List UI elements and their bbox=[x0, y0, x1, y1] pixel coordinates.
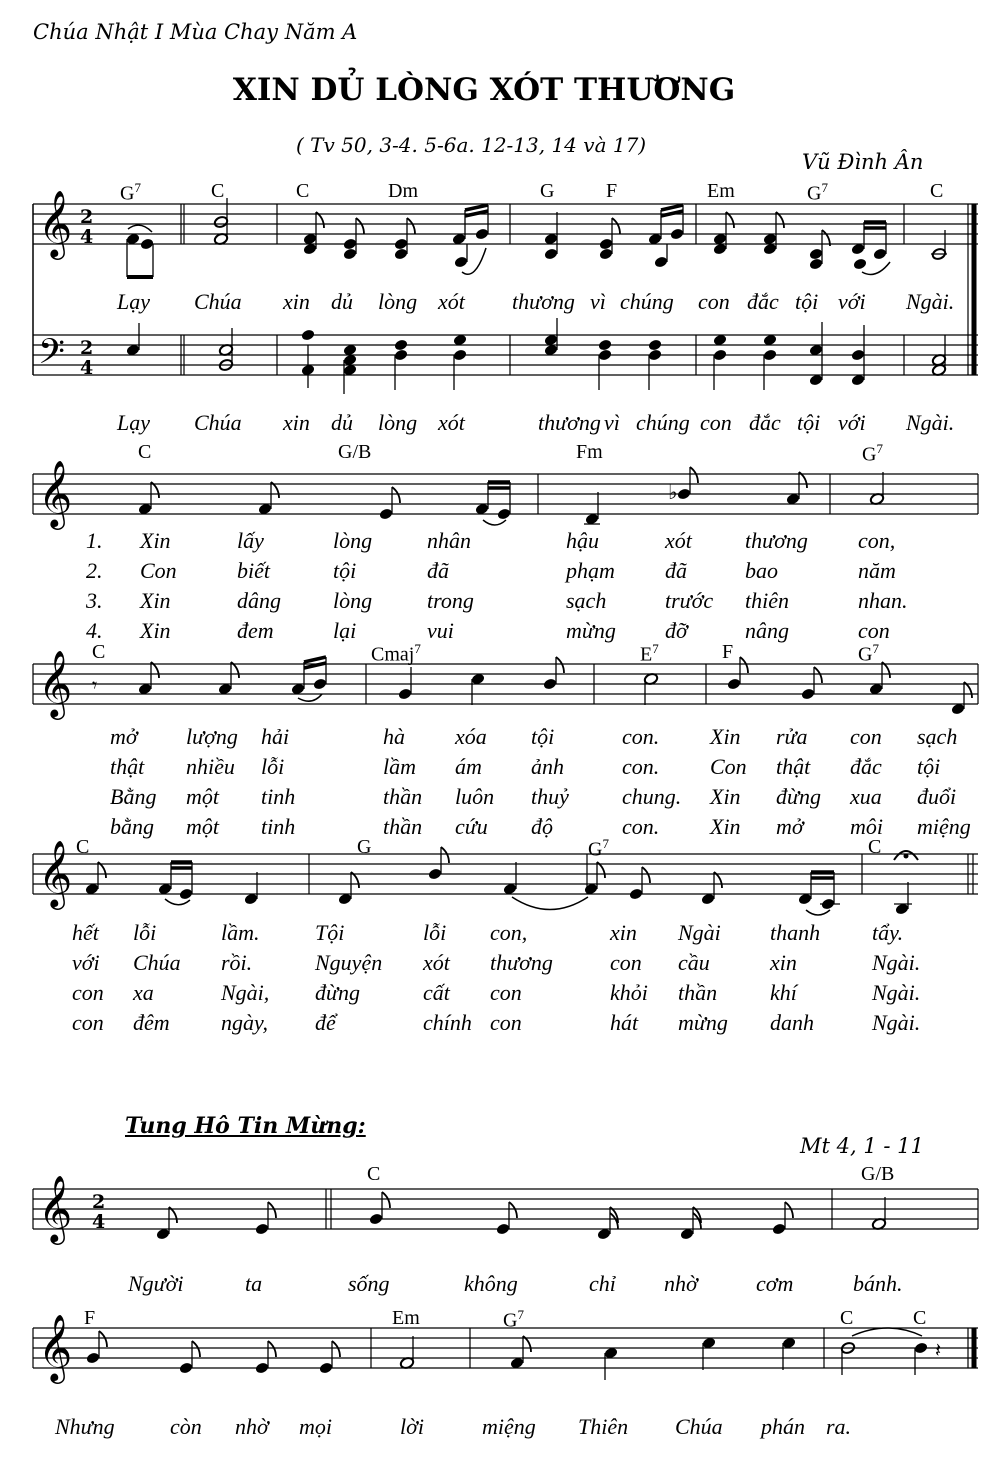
chord-symbol: Cmaj$^7$ bbox=[371, 641, 421, 666]
lyric: Ngài. bbox=[906, 410, 955, 435]
lyric: xin bbox=[770, 950, 797, 975]
lyric: cất bbox=[423, 980, 450, 1005]
lyric: con bbox=[698, 289, 730, 314]
chord-symbol: F bbox=[722, 641, 734, 663]
lyric: Ngài bbox=[678, 920, 721, 945]
chord-symbol: C bbox=[930, 180, 944, 202]
lyric: bánh. bbox=[853, 1271, 903, 1296]
lyric: xót bbox=[438, 289, 465, 314]
lyric: lòng bbox=[378, 289, 418, 314]
lyric: tội bbox=[797, 410, 821, 435]
lyric: cầu bbox=[678, 950, 710, 975]
lyric: Thiên bbox=[578, 1414, 629, 1439]
lyric: Chúa bbox=[675, 1414, 723, 1439]
lyric: rồi. bbox=[221, 950, 253, 975]
lyric: tinh bbox=[261, 814, 296, 839]
chord-symbol: $E^7$ bbox=[640, 641, 659, 666]
lyric: thương bbox=[745, 528, 808, 553]
chord-symbol: C bbox=[913, 1307, 927, 1329]
lyric: Chúa bbox=[133, 950, 181, 975]
lyric: xót bbox=[665, 528, 692, 553]
lyric: phạm bbox=[566, 558, 615, 583]
lyric: Lạy bbox=[117, 289, 150, 314]
svg-text:𝄞: 𝄞 bbox=[38, 1174, 73, 1242]
chord-symbol: $G^7$ bbox=[807, 180, 828, 205]
chord-symbol: $G^7$ bbox=[120, 180, 141, 205]
chord-symbol: $G^7$ bbox=[858, 641, 879, 666]
lyric: đêm bbox=[133, 1010, 170, 1035]
lyric: luôn bbox=[455, 784, 495, 809]
gospel-notes-2 bbox=[86, 1328, 942, 1380]
lyric: còn bbox=[170, 1414, 202, 1439]
lyric: xua bbox=[850, 784, 882, 809]
lyric: thương bbox=[490, 950, 553, 975]
lyric: sạch bbox=[917, 724, 958, 749]
lyric: thần bbox=[383, 814, 423, 839]
lyric: danh bbox=[770, 1010, 814, 1035]
chord-symbol: C bbox=[868, 836, 882, 858]
lyric: chỉ bbox=[589, 1271, 616, 1296]
lyric: chung. bbox=[622, 784, 682, 809]
lyric: hết bbox=[72, 920, 99, 945]
lyric: thuỷ bbox=[531, 784, 569, 809]
gospel-reference: Mt 4, 1 - 11 bbox=[800, 1134, 924, 1158]
lyric: con bbox=[72, 980, 104, 1005]
lyric: nhờ bbox=[235, 1414, 269, 1439]
treble-clef-icon: 𝄞 bbox=[38, 189, 73, 257]
svg-text:4: 4 bbox=[80, 357, 94, 379]
lyric: tẩy. bbox=[872, 920, 904, 945]
lyric: hát bbox=[610, 1010, 639, 1035]
lyric: với bbox=[72, 950, 100, 975]
lyric: ta bbox=[245, 1271, 263, 1296]
lyric: lòng bbox=[378, 410, 418, 435]
lyric: Tội bbox=[315, 920, 345, 945]
lyric: tội bbox=[333, 558, 357, 583]
refrain-treble-staff bbox=[33, 204, 978, 244]
gospel-staff-2 bbox=[33, 1328, 978, 1368]
lyric: 1. bbox=[86, 528, 103, 553]
svg-text:4: 4 bbox=[80, 226, 94, 248]
lyric: Con bbox=[140, 558, 177, 583]
bass-clef-icon: 𝄢 bbox=[38, 331, 66, 380]
lyric: lòng bbox=[333, 588, 373, 613]
lyric: con bbox=[858, 618, 890, 643]
chord-symbol: C bbox=[138, 441, 152, 463]
chord-symbol: C bbox=[211, 180, 225, 202]
svg-text:♭: ♭ bbox=[668, 480, 678, 504]
refrain-bass-notes bbox=[126, 318, 947, 394]
lyric: con bbox=[490, 980, 522, 1005]
lyric: lời bbox=[400, 1414, 424, 1439]
lyric: ra. bbox=[826, 1414, 852, 1439]
chord-symbol: G bbox=[540, 180, 555, 202]
lyric: Xin bbox=[710, 724, 741, 749]
verse-notes-1 bbox=[138, 467, 885, 526]
lyric: Ngài. bbox=[906, 289, 955, 314]
lyric: rửa bbox=[776, 724, 808, 749]
lyric: dủ bbox=[331, 410, 353, 435]
lyric: nhờ bbox=[664, 1271, 698, 1296]
lyric: một bbox=[186, 784, 219, 809]
lyric: mở bbox=[776, 814, 804, 839]
lyric: mừng bbox=[678, 1010, 728, 1035]
lyric: Xin bbox=[710, 814, 741, 839]
lyric: Nhưng bbox=[55, 1414, 115, 1439]
composer: Vũ Đình Ân bbox=[802, 150, 924, 174]
chord-symbol: F bbox=[84, 1307, 96, 1329]
lyric: ngày, bbox=[221, 1010, 269, 1035]
lyric: dâng bbox=[237, 588, 281, 613]
lyric: Chúa bbox=[194, 289, 242, 314]
lyric: bằng bbox=[110, 814, 154, 839]
lyric: môi bbox=[850, 814, 883, 839]
chord-symbol: Dm bbox=[388, 180, 418, 202]
lyric: Nguyện bbox=[315, 950, 383, 975]
chord-symbol: C bbox=[76, 836, 90, 858]
lyric: hà bbox=[383, 724, 405, 749]
lyric: đã bbox=[427, 558, 449, 583]
lyric: lượng bbox=[186, 724, 238, 749]
lyric: tội bbox=[531, 724, 555, 749]
lyric: mọi bbox=[299, 1414, 332, 1439]
lyric: mừng bbox=[566, 618, 616, 643]
lyric: nhiều bbox=[186, 754, 235, 779]
lyric: lỗi bbox=[133, 920, 157, 945]
lyric: lấy bbox=[237, 528, 264, 553]
lyric: con. bbox=[622, 724, 660, 749]
lyric: sống bbox=[348, 1271, 390, 1296]
lyric: con. bbox=[622, 814, 660, 839]
song-title: XIN DỦ LÒNG XÓT THƯƠNG bbox=[232, 72, 736, 108]
svg-text:𝄞: 𝄞 bbox=[38, 1313, 73, 1381]
lyric: xa bbox=[133, 980, 154, 1005]
svg-text:𝄞: 𝄞 bbox=[38, 839, 73, 907]
lyric: thanh bbox=[770, 920, 821, 945]
lyric: thiên bbox=[745, 588, 789, 613]
lyric: Ngài. bbox=[872, 980, 921, 1005]
lyric: độ bbox=[531, 814, 553, 839]
lyric: một bbox=[186, 814, 219, 839]
lyric: lầm bbox=[383, 754, 416, 779]
lyric: khí bbox=[770, 980, 797, 1005]
lyric: lỗi bbox=[261, 754, 285, 779]
lyric: với bbox=[838, 289, 866, 314]
chord-symbol: C bbox=[92, 641, 106, 663]
lyric: Xin bbox=[710, 784, 741, 809]
refrain-treble-notes bbox=[126, 198, 947, 277]
lyric: thần bbox=[383, 784, 423, 809]
chord-symbol: Em bbox=[707, 180, 735, 202]
chord-symbol: $G^7$ bbox=[588, 836, 609, 861]
lyric: con bbox=[610, 950, 642, 975]
lyric: phán bbox=[761, 1414, 805, 1439]
lyric: khỏi bbox=[610, 980, 648, 1005]
svg-text:𝄞: 𝄞 bbox=[38, 649, 73, 717]
lyric: xóa bbox=[455, 724, 487, 749]
lyric: bao bbox=[745, 558, 778, 583]
lyric: lại bbox=[333, 618, 357, 643]
svg-text:4: 4 bbox=[92, 1211, 106, 1233]
lyric: đem bbox=[237, 618, 274, 643]
svg-text:𝄾: 𝄾 bbox=[92, 673, 98, 697]
verse-notes-2 bbox=[92, 657, 972, 716]
lyric: Ngài. bbox=[872, 1010, 921, 1035]
svg-text:𝄞: 𝄞 bbox=[38, 459, 73, 527]
lyric: thật bbox=[776, 754, 811, 779]
lyric: nhan. bbox=[858, 588, 908, 613]
lyric: Ngài, bbox=[221, 980, 270, 1005]
lyric: đừng bbox=[315, 980, 360, 1005]
chord-symbol: $G^7$ bbox=[503, 1307, 524, 1332]
lyric: xin bbox=[283, 410, 310, 435]
lyric: đắc bbox=[749, 410, 781, 435]
lyric: thần bbox=[678, 980, 718, 1005]
lyric: Bằng bbox=[110, 784, 157, 809]
lyric: không bbox=[464, 1271, 518, 1296]
lyric: con bbox=[72, 1010, 104, 1035]
lyric: đắc bbox=[850, 754, 882, 779]
chord-symbol: Em bbox=[392, 1307, 420, 1329]
gospel-acclamation-heading: Tung Hô Tin Mừng: bbox=[125, 1113, 366, 1139]
chord-symbol: Fm bbox=[576, 441, 603, 463]
lyric: thật bbox=[110, 754, 145, 779]
lyric: tội bbox=[917, 754, 941, 779]
lyric: miệng bbox=[917, 814, 971, 839]
lyric: hậu bbox=[566, 528, 599, 553]
chord-symbol: G bbox=[357, 836, 372, 858]
gospel-staff-1 bbox=[33, 1189, 978, 1229]
occasion-label: Chúa Nhật I Mùa Chay Năm A bbox=[33, 20, 358, 44]
svg-text:2: 2 bbox=[92, 1191, 106, 1213]
lyric: con bbox=[850, 724, 882, 749]
lyric: Người bbox=[128, 1271, 184, 1296]
lyric: đắc bbox=[747, 289, 779, 314]
lyric: con bbox=[700, 410, 732, 435]
lyric: con. bbox=[622, 754, 660, 779]
lyric: thương bbox=[512, 289, 575, 314]
lyric: con bbox=[490, 1010, 522, 1035]
lyric: ảnh bbox=[531, 754, 564, 779]
lyric: lỗi bbox=[423, 920, 447, 945]
chord-symbol: C bbox=[367, 1163, 381, 1185]
psalm-reference: ( Tv 50, 3-4. 5-6a. 12-13, 14 và 17) bbox=[296, 133, 647, 157]
lyric: sạch bbox=[566, 588, 607, 613]
lyric: chúng bbox=[620, 289, 674, 314]
svg-text:𝄽: 𝄽 bbox=[935, 1338, 942, 1362]
lyric: thương bbox=[538, 410, 601, 435]
lyric: cứu bbox=[455, 814, 488, 839]
lyric: mở bbox=[110, 724, 138, 749]
lyric: trước bbox=[665, 588, 714, 613]
lyric: vì bbox=[590, 289, 606, 314]
lyric: trong bbox=[427, 588, 474, 613]
lyric: xót bbox=[423, 950, 450, 975]
lyric: đã bbox=[665, 558, 687, 583]
chord-symbol: C bbox=[840, 1307, 854, 1329]
lyric: tinh bbox=[261, 784, 296, 809]
lyric: lòng bbox=[333, 528, 373, 553]
lyric: ám bbox=[455, 754, 482, 779]
lyric: để bbox=[315, 1010, 336, 1035]
lyric: cơm bbox=[756, 1271, 794, 1296]
lyric: xin bbox=[283, 289, 310, 314]
refrain-bass-staff bbox=[33, 335, 978, 375]
chord-symbol: G/B bbox=[338, 441, 372, 463]
lyric: hải bbox=[261, 724, 290, 749]
lyric: vui bbox=[427, 618, 454, 643]
svg-text:2: 2 bbox=[80, 337, 94, 359]
lyric: con, bbox=[858, 528, 896, 553]
lyric: Ngài. bbox=[872, 950, 921, 975]
chord-symbol: $G^7$ bbox=[862, 441, 883, 466]
lyric: vì bbox=[604, 410, 620, 435]
verse-staff-2 bbox=[33, 664, 978, 704]
lyric: con, bbox=[490, 920, 528, 945]
lyric: đừng bbox=[776, 784, 821, 809]
lyric: xót bbox=[438, 410, 465, 435]
lyric: đỡ bbox=[665, 618, 688, 643]
lyric: miệng bbox=[482, 1414, 536, 1439]
lyric: Lạy bbox=[117, 410, 150, 435]
chord-symbol: F bbox=[606, 180, 618, 202]
lyric: biết bbox=[237, 558, 270, 583]
verse-notes-3 bbox=[85, 847, 918, 916]
lyric: dủ bbox=[331, 289, 353, 314]
chord-symbol: G/B bbox=[861, 1163, 895, 1185]
lyric: nâng bbox=[745, 618, 789, 643]
verse-staff-1 bbox=[33, 474, 978, 514]
lyric: Xin bbox=[140, 618, 171, 643]
lyric: Chúa bbox=[194, 410, 242, 435]
chord-symbol: C bbox=[296, 180, 310, 202]
lyric: Xin bbox=[140, 588, 171, 613]
lyric: 4. bbox=[86, 618, 103, 643]
lyric: lầm. bbox=[221, 920, 260, 945]
lyric: đuổi bbox=[917, 784, 957, 809]
lyric: 3. bbox=[86, 588, 103, 613]
lyric: Con bbox=[710, 754, 747, 779]
lyric: tội bbox=[795, 289, 819, 314]
svg-text:2: 2 bbox=[80, 206, 94, 228]
lyric: xin bbox=[610, 920, 637, 945]
lyric: chính bbox=[423, 1010, 472, 1035]
lyric: Xin bbox=[140, 528, 171, 553]
lyric: nhân bbox=[427, 528, 471, 553]
lyric: chúng bbox=[636, 410, 690, 435]
lyric: năm bbox=[858, 558, 896, 583]
lyric: 2. bbox=[86, 558, 103, 583]
lyric: với bbox=[838, 410, 866, 435]
